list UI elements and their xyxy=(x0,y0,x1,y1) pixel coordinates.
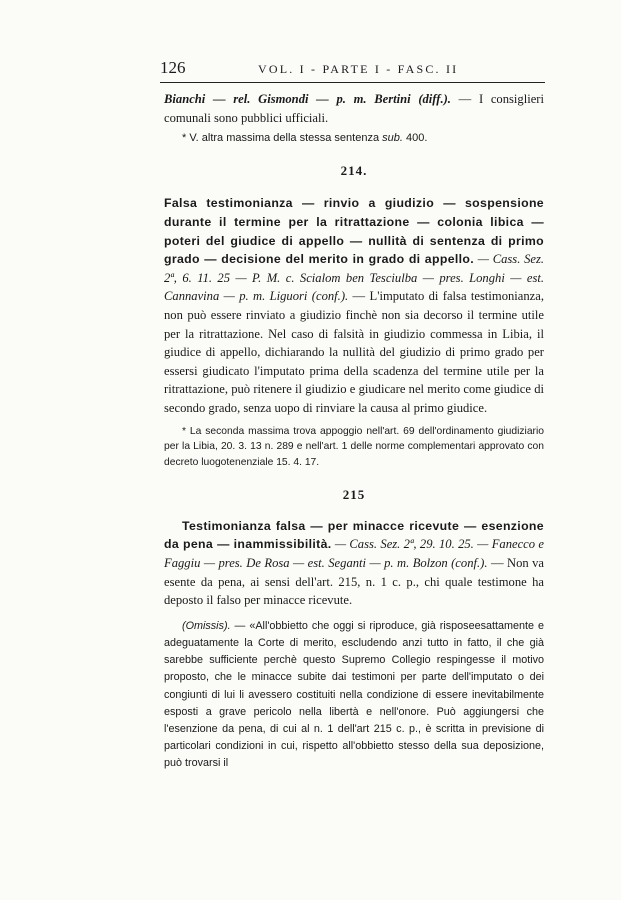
section-215-judgment xyxy=(164,618,544,773)
section-214-maxim xyxy=(164,194,544,417)
note-sub: sub. xyxy=(382,132,403,145)
omissis-label: (Omissis). xyxy=(182,619,231,632)
section-number-214: 214. xyxy=(340,162,368,178)
previous-case-maxim: — I consiglieri comunali sono pubblici ufficiali. xyxy=(164,92,544,125)
section-215-maxim xyxy=(164,517,544,610)
section-215-citation: — Cass. Sez. 2ª, 29. 10. 25. — Fanecco e Faggiu — pres. De Rosa — est. Seganti — p. m. Bolzon (conf.). xyxy=(164,537,544,571)
judgment-text: — «All'obbietto che oggi si riproduce, già risposeesattamente e adeguatamente la Corte di merito, escludendo anzi tutto in fatto, il che già sarebbe sufficiente perchè questo Supremo Collegio respingesse il motivo proposto, che le minacce subite dai testimoni per parte dell'imputato o dei congiunti di lui li avessero costituiti nella condizione di essere inevitabilmente esposti a grave pericolo nella libertà e nell'onore. Può aggiungersi che l'esenzione da pena, di cui al n. 1 dell'art 215 c. p., è scritta in previsione di particolari condizioni in cui, rispetto all'obbietto stesso della sua deposizione, può trovarsi il xyxy=(164,619,544,770)
previous-case-tail xyxy=(164,90,544,127)
section-214-note: * La seconda massima trova appoggio nell'art. 69 dell'ordinamento giudiziario per la Libia, 20. 3. 13 n. 289 e nell'art. 1 delle norme complementari approvato con decreto luogotenenziale 15. 4. 17. xyxy=(164,425,544,468)
page-number: 126 xyxy=(160,58,186,77)
note-text-a: * V. altra massima della stessa sentenza xyxy=(182,132,383,145)
previous-case-names: Bianchi — rel. Gismondi — p. m. Bertini (diff.). xyxy=(164,92,451,106)
previous-case-note xyxy=(164,131,544,147)
note-text-b: 400. xyxy=(402,132,428,145)
section-215-heading: Testimonianza falsa — per minacce ricevute — esenzione da pena — inammissibilità. xyxy=(164,518,544,552)
page-header xyxy=(160,58,545,83)
section-214-heading: Falsa testimonianza — rinvio a giudizio — sospensione durante il termine per la ritrattazione — colonia libica — poteri del giudice di appello — nullità di sentenza di primo grado — decisione del merito in grado di appello. xyxy=(164,196,544,267)
page-content xyxy=(164,90,544,773)
section-214-citation: — Cass. Sez. 2ª, 6. 11. 25 — P. M. c. Scialom ben Tesciulba — pres. Longhi — est. Cannavina — p. m. Liguori (conf.). xyxy=(164,252,545,304)
section-215-body: — Non va esente da pena, ai sensi dell'art. 215, n. 1 c. p., chi quale testimone ha deposto il falso per minacce ricevute. xyxy=(164,556,544,608)
running-title: VOL. I - PARTE I - FASC. II xyxy=(258,62,459,76)
section-number-215: 215 xyxy=(342,487,366,503)
section-214-body: — L'imputato di falsa testimonianza, non può essere rinviato a giudizio finchè non sia decorso il termine utile per la ritrattazione. Nel caso di falsità in giudizio commessa in Libia, il giudice di appello, dichiarando la nullità del giudizio di primo grado per essersi giudicato l'imputato prima della scadenza del termine utile per la ritrattazione, può ritenere il giudizio e giudicare nel merito come giudice di secondo grado, senza uopo di rinviare la causa al primo giudice. xyxy=(164,289,545,415)
